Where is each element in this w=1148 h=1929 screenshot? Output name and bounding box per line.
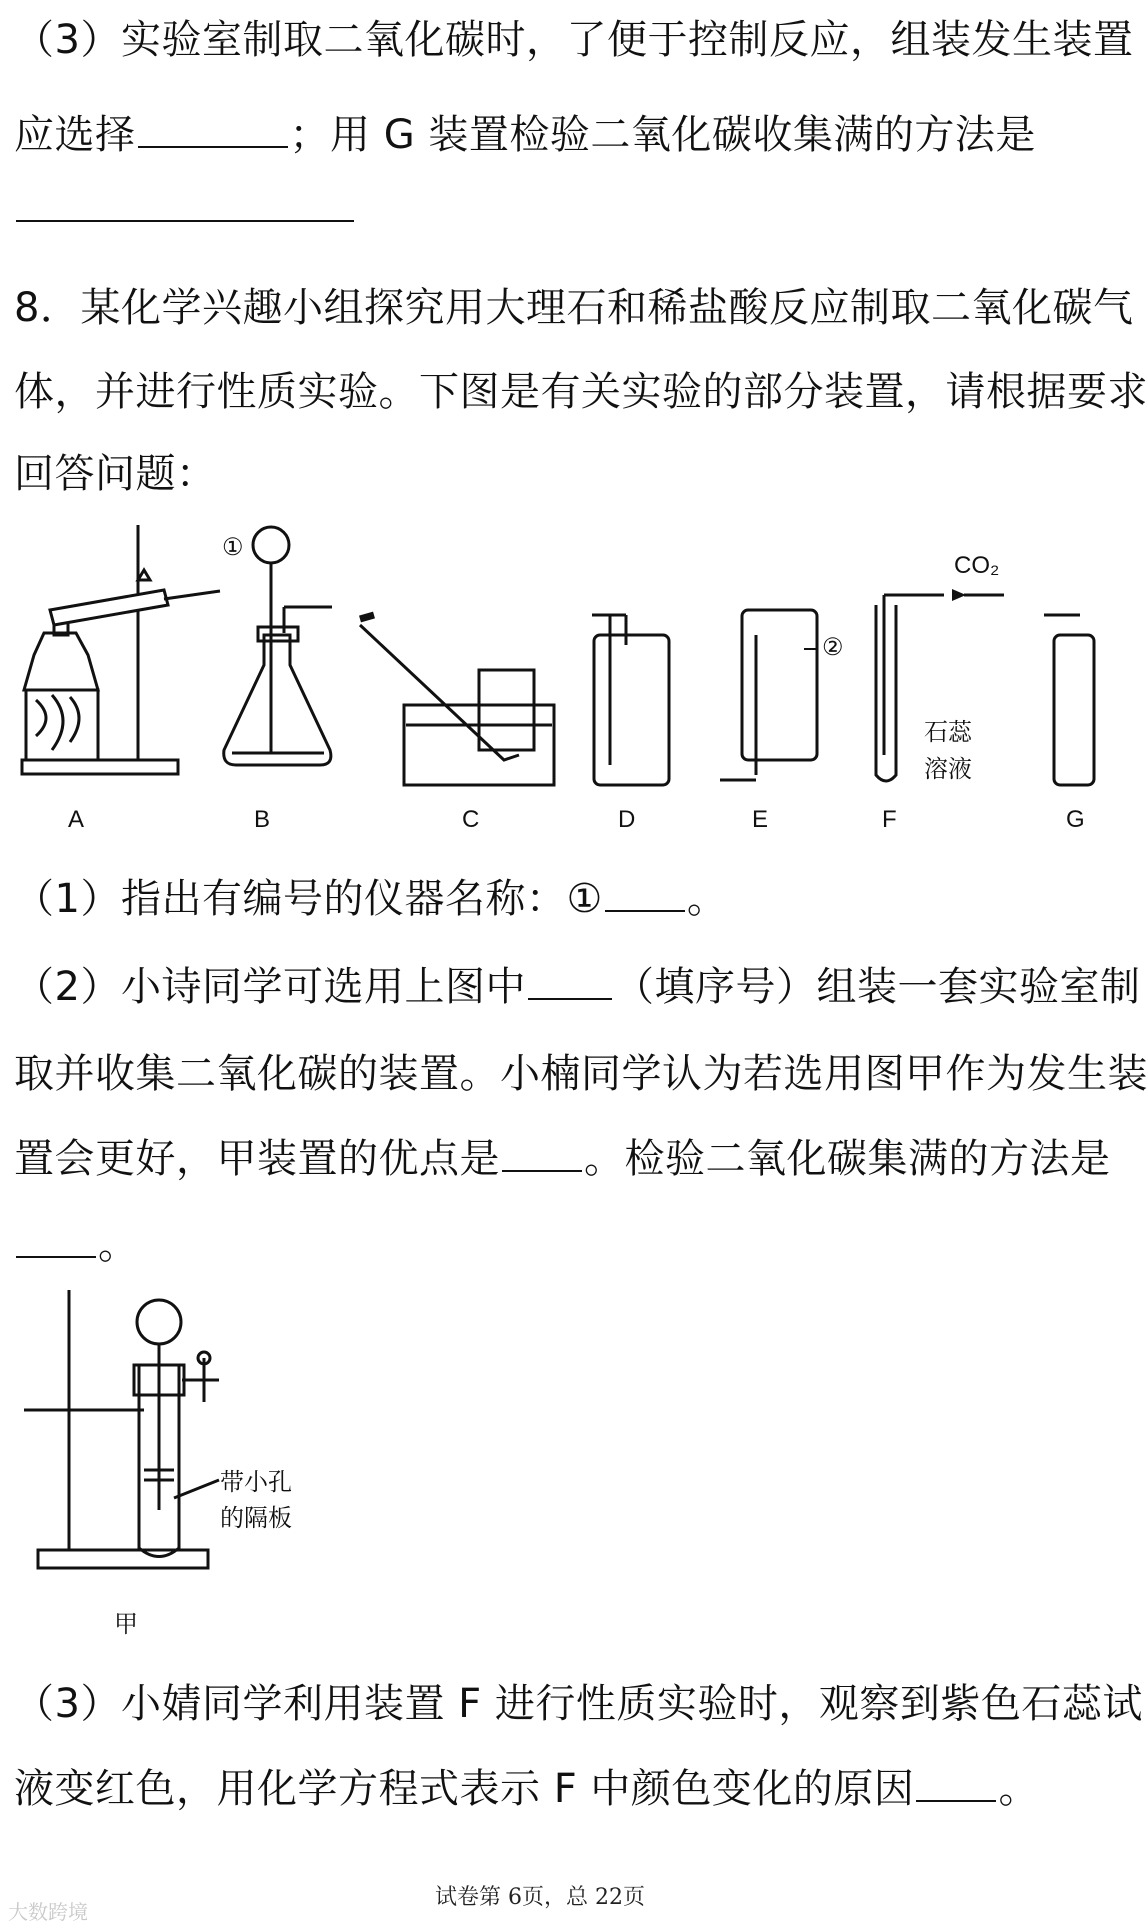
- label-g: G: [1066, 806, 1085, 833]
- answer-blank: [605, 870, 685, 912]
- litmus-label-1: 石蕊: [924, 718, 972, 746]
- apparatus-jia-figure: [14, 1280, 314, 1640]
- answer-blank: [16, 180, 354, 222]
- label-a: A: [68, 806, 85, 833]
- plate-note-1: 带小孔: [220, 1468, 292, 1496]
- stand-base-a: [22, 760, 178, 774]
- answer-blank: [138, 106, 288, 148]
- q8-part2-line3: 置会更好，甲装置的优点是 。检验二氧化碳集满的方法是: [14, 1130, 1068, 1187]
- q8-part3-line1: （3）小婧同学利用装置 F 进行性质实验时，观察到紫色石蕊试: [14, 1681, 1143, 1727]
- label-f: F: [882, 806, 897, 833]
- answer-blank: [502, 1130, 582, 1172]
- marker-1: ①: [222, 534, 244, 561]
- q8-part3-line2: 液变红色，用化学方程式表示 F 中颜色变化的原因 。: [14, 1760, 1068, 1817]
- figure-caption-jia: 甲: [114, 1610, 138, 1638]
- watermark: 大数跨境: [8, 1900, 88, 1924]
- answer-blank: [528, 958, 612, 1000]
- q8-stem-line2: 体，并进行性质实验。下图是有关实验的部分装置，请根据要求: [14, 369, 1148, 415]
- q8-stem-line1: 8．某化学兴趣小组探究用大理石和稀盐酸反应制取二氧化碳气: [14, 285, 1134, 331]
- apparatus-figure: [14, 515, 1085, 845]
- q8-part2-line1: （2）小诗同学可选用上图中 （填序号）组装一套实验室制: [14, 958, 1068, 1015]
- co2-label: CO₂: [954, 552, 1000, 579]
- q7-part3-line2: 应选择 ；用 G 装置检验二氧化碳收集满的方法是: [14, 106, 1068, 163]
- page-footer: 试卷第 6页，总 22页: [435, 1885, 645, 1910]
- q8-stem-line3: 回答问题：: [14, 451, 217, 497]
- marker-2: ②: [822, 634, 844, 661]
- q7-part3-line1: （3）实验室制取二氧化碳时，了便于控制反应，组装发生装置: [14, 17, 1134, 63]
- answer-blank: [916, 1760, 996, 1802]
- label-e: E: [752, 806, 769, 833]
- q7-part3-line3: [14, 180, 1068, 237]
- q8-part1: （1）指出有编号的仪器名称：① 。: [14, 870, 1068, 927]
- plate-note-2: 的隔板: [220, 1504, 292, 1532]
- label-b: B: [254, 806, 271, 833]
- label-d: D: [618, 806, 636, 833]
- litmus-label-2: 溶液: [924, 755, 972, 783]
- answer-blank: [16, 1216, 96, 1258]
- q8-part2-line4: 。: [14, 1216, 1068, 1273]
- q8-part2-line2: 取并收集二氧化碳的装置。小楠同学认为若选用图甲作为发生装: [14, 1051, 1148, 1097]
- label-c: C: [462, 806, 480, 833]
- stand-base-jia: [38, 1550, 208, 1568]
